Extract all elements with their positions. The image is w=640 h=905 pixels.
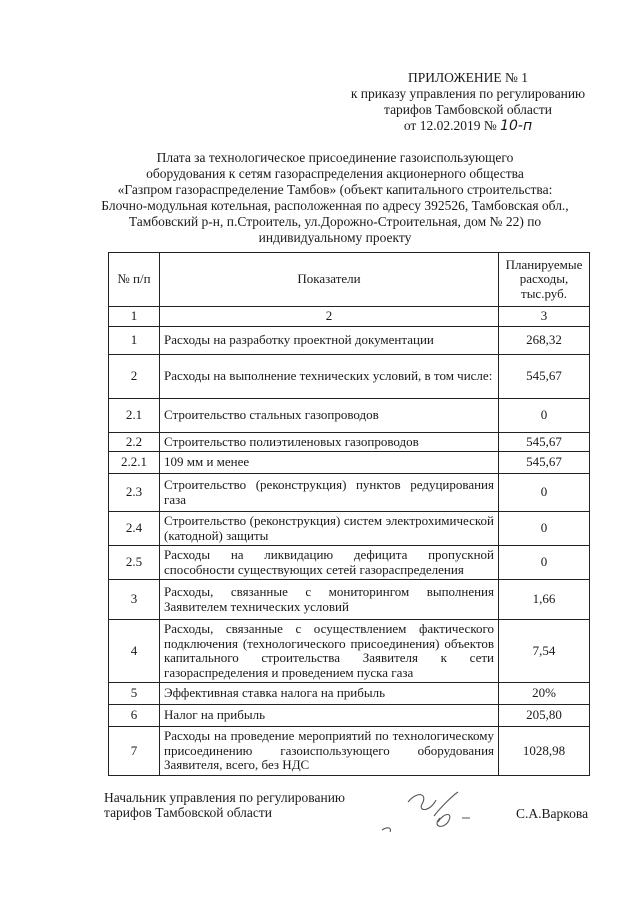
column-number-row	[109, 307, 590, 327]
table-row	[109, 620, 590, 683]
position-line: тарифов Тамбовской области	[104, 805, 272, 820]
row-value: 20%	[499, 683, 590, 705]
row-value: 0	[499, 512, 590, 546]
row-number: 3	[109, 580, 160, 620]
row-indicator: 109 мм и менее	[160, 452, 499, 474]
row-value: 0	[499, 398, 590, 432]
table-row	[109, 683, 590, 705]
title-line: оборудования к сетям газораспределения акционерного общества	[146, 166, 524, 181]
row-value: 0	[499, 474, 590, 512]
row-value: 545,67	[499, 432, 590, 452]
row-number: 2.2	[109, 432, 160, 452]
row-value: 268,32	[499, 326, 590, 354]
row-value: 1028,98	[499, 727, 590, 776]
row-number: 2.2.1	[109, 452, 160, 474]
table-row	[109, 354, 590, 398]
row-indicator: Расходы на проведение мероприятий по технологическому присоединению газоиспользующего оборудования Заявителя, всего, без НДС	[160, 727, 499, 776]
signatory-position	[104, 790, 345, 820]
row-number: 4	[109, 620, 160, 683]
row-indicator: Строительство (реконструкция) систем электрохимической (катодной) защиты	[160, 512, 499, 546]
row-number: 2.4	[109, 512, 160, 546]
appendix-date: от 12.02.2019 №	[403, 118, 497, 133]
appendix-line-2: тарифов Тамбовской области	[384, 102, 552, 117]
row-value: 0	[499, 546, 590, 580]
row-number: 2.3	[109, 474, 160, 512]
table-row	[109, 326, 590, 354]
appendix-line-1: к приказу управления по регулированию	[350, 86, 586, 101]
appendix-title: ПРИЛОЖЕНИЕ № 1	[407, 70, 529, 85]
table-row	[109, 398, 590, 432]
title-line: Плата за технологическое присоединение газоиспользующего	[156, 150, 514, 165]
row-number: 2.5	[109, 546, 160, 580]
title-line: Блочно-модульная котельная, расположенная по адресу 392526, Тамбовская обл.,	[101, 198, 569, 213]
document-title	[100, 150, 570, 246]
table-row	[109, 432, 590, 452]
column-number: 2	[160, 307, 499, 327]
signer-name: С.А.Варкова	[516, 806, 589, 821]
column-number: 3	[499, 307, 590, 327]
table-row	[109, 512, 590, 546]
row-indicator: Эффективная ставка налога на прибыль	[160, 683, 499, 705]
row-number: 7	[109, 727, 160, 776]
row-number: 5	[109, 683, 160, 705]
table-row	[109, 546, 590, 580]
handwritten-signature	[378, 782, 488, 838]
row-value: 7,54	[499, 620, 590, 683]
table-row	[109, 705, 590, 727]
fee-table	[108, 252, 590, 776]
row-indicator: Строительство (реконструкция) пунктов редуцирования газа	[160, 474, 499, 512]
position-line: Начальник управления по регулированию	[104, 790, 346, 805]
header-indicators: Показатели	[160, 253, 499, 307]
column-number: 1	[109, 307, 160, 327]
appendix-date-line	[318, 118, 618, 134]
table-row	[109, 474, 590, 512]
row-indicator: Расходы, связанные с мониторингом выполнения Заявителем технических условий	[160, 580, 499, 620]
table-row	[109, 580, 590, 620]
title-line: Тамбовский р-н, п.Строитель, ул.Дорожно-Строительная, дом № 22) по	[128, 214, 542, 229]
row-value: 205,80	[499, 705, 590, 727]
title-line: индивидуальному проекту	[258, 230, 412, 245]
row-indicator: Налог на прибыль	[160, 705, 499, 727]
table-row	[109, 727, 590, 776]
row-indicator: Строительство полиэтиленовых газопроводов	[160, 432, 499, 452]
table-header-row	[109, 253, 590, 307]
table-row	[109, 452, 590, 474]
row-value: 545,67	[499, 452, 590, 474]
appendix-header	[318, 70, 618, 134]
row-number: 6	[109, 705, 160, 727]
row-number: 1	[109, 326, 160, 354]
row-value: 545,67	[499, 354, 590, 398]
row-indicator: Расходы, связанные с осуществлением фактического подключения (технологического присоединения) объектов капитального строительства Заявителя к сети газораспределения и проведением пуска газа	[160, 620, 499, 683]
row-indicator: Расходы на ликвидацию дефицита пропускной способности существующих сетей газораспределения	[160, 546, 499, 580]
row-indicator: Расходы на разработку проектной документации	[160, 326, 499, 354]
appendix-order-number: 10-п	[500, 118, 533, 134]
header-planned-costs: Планируемые расходы, тыс.руб.	[499, 253, 590, 307]
row-number: 2.1	[109, 398, 160, 432]
header-number: № п/п	[109, 253, 160, 307]
row-indicator: Строительство стальных газопроводов	[160, 398, 499, 432]
row-number: 2	[109, 354, 160, 398]
row-value: 1,66	[499, 580, 590, 620]
title-line: «Газпром газораспределение Тамбов» (объект капитального строительства:	[117, 182, 553, 197]
row-indicator: Расходы на выполнение технических условий, в том числе:	[160, 354, 499, 398]
